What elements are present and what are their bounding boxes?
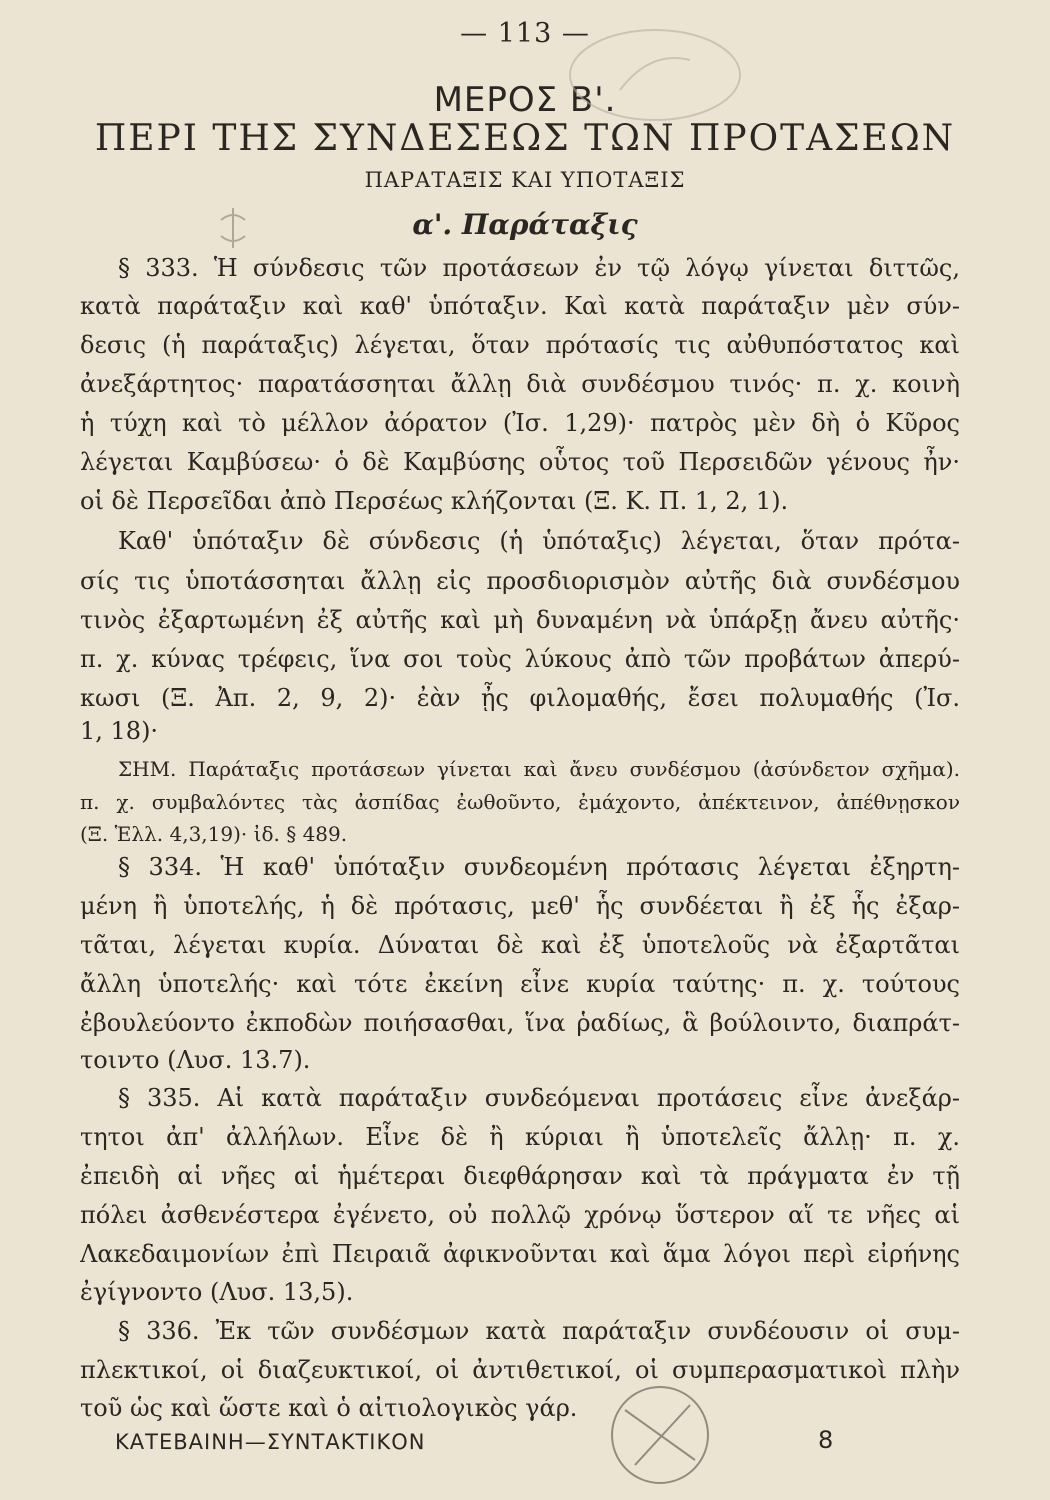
- part-title: ΜΕΡΟΣ Β'.: [433, 80, 617, 120]
- main-title: ΠΕΡΙ ΤΗΣ ΣΥΝΔΕΣΕΩΣ ΤΩΝ ΠΡΟΤΑΣΕΩΝ: [94, 118, 956, 159]
- section-heading: α'. Παράταξις: [412, 208, 638, 241]
- text-line: μένη ἢ ὑποτελής, ἡ δὲ πρότασις, μεθ' ἧς συνδέεται ἢ ἐξ ἧς ἐξαρ-: [80, 892, 960, 920]
- signature-number: 8: [818, 1426, 834, 1454]
- text-line: ἄλλη ὑποτελής· καὶ τότε ἐκείνη εἶνε κυρία ταύτης· π. χ. τούτους: [80, 970, 960, 998]
- text-line: § 336. Ἐκ τῶν συνδέσμων κατὰ παράταξιν συνδέουσιν οἱ συμ-: [118, 1317, 960, 1345]
- text-line: π. χ. κύνας τρέφεις, ἵνα σοι τοὺς λύκους ἀπὸ τῶν προβάτων ἀπερύ-: [80, 645, 960, 673]
- text-line: 1, 18)·: [80, 717, 159, 745]
- text-line: Λακεδαιμονίων ἐπὶ Πειραιᾶ ἀφικνοῦνται καὶ ἅμα λόγοι περὶ εἰρήνης: [80, 1240, 960, 1268]
- text-line: δεσις (ἡ παράταξις) λέγεται, ὅταν πρότασίς τις αὐθυπόστατος καὶ: [80, 331, 960, 359]
- text-line: § 333. Ἡ σύνδεσις τῶν προτάσεων ἐν τῷ λόγῳ γίνεται διττῶς,: [118, 254, 960, 282]
- text-line: τοιντο (Λυσ. 13.7).: [80, 1046, 311, 1074]
- text-line: τᾶται, λέγεται κυρία. Δύναται δὲ καὶ ἐξ ὑποτελοῦς νὰ ἐξαρτᾶται: [80, 931, 960, 959]
- page-number: — 113 —: [460, 18, 590, 49]
- text-line: πλεκτικοί, οἱ διαζευκτικοί, οἱ ἀντιθετικοί, οἱ συμπερασματικοὶ πλὴν: [80, 1356, 960, 1384]
- ornament-icon: [216, 206, 250, 250]
- text-line: ἀνεξάρτητος· παρατάσσηται ἄλλῃ διὰ συνδέσμου τινός· π. χ. κοινὴ: [80, 370, 960, 398]
- subtitle: ΠΑΡΑΤΑΞΙΣ ΚΑΙ ΥΠΟΤΑΞΙΣ: [364, 168, 686, 192]
- text-line: τητοι ἀπ' ἀλλήλων. Εἶνε δὲ ἢ κύριαι ἢ ὑποτελεῖς ἄλλῃ· π. χ.: [80, 1123, 960, 1151]
- text-line: ἐπειδὴ αἱ νῆες αἱ ἡμέτεραι διεφθάρησαν καὶ τὰ πράγματα ἐν τῇ: [80, 1162, 960, 1190]
- text-line: κωσι (Ξ. Ἀπ. 2, 9, 2)· ἐὰν ᾖς φιλομαθής, ἔσει πολυμαθής (Ἰσ.: [80, 684, 960, 712]
- library-stamp-icon: [560, 20, 750, 130]
- text-line: Καθ' ὑπόταξιν δὲ σύνδεσις (ἡ ὑπόταξις) λέγεται, ὅταν πρότα-: [118, 527, 960, 555]
- text-line: κατὰ παράταξιν καὶ καθ' ὑπόταξιν. Καὶ κατὰ παράταξιν μὲν σύν-: [80, 292, 960, 320]
- text-line: § 335. Αἱ κατὰ παράταξιν συνδεόμεναι προτάσεις εἶνε ἀνεξάρ-: [118, 1084, 960, 1112]
- text-line: πόλει ἀσθενέστερα ἐγένετο, οὐ πολλῷ χρόνῳ ὕστερον αἵ τε νῆες αἱ: [80, 1201, 960, 1229]
- text-line: λέγεται Καμβύσεω· ὁ δὲ Καμβύσης οὗτος τοῦ Περσειδῶν γένους ἦν·: [80, 448, 960, 476]
- text-line: § 334. Ἡ καθ' ὑπόταξιν συνδεομένη πρότασις λέγεται ἐξηρτη-: [118, 853, 960, 881]
- text-line: οἱ δὲ Περσεῖδαι ἀπὸ Περσέως κλήζονται (Ξ. Κ. Π. 1, 2, 1).: [80, 487, 789, 515]
- text-line: τινὸς ἐξαρτωμένη ἐξ αὐτῆς καὶ μὴ δυναμένη νὰ ὑπάρξῃ ἄνευ αὐτῆς·: [80, 606, 960, 634]
- note-line: (Ξ. Ἑλλ. 4,3,19)· ἰδ. § 489.: [80, 822, 348, 846]
- text-line: ἐβουλεύοντο ἐκποδὼν ποιήσασθαι, ἵνα ῥαδίως, ἃ βούλοιντο, διαπράτ-: [80, 1009, 960, 1037]
- footer-signature: ΚΑΤΕΒΑΙΝΗ—ΣΥΝΤΑΚΤΙΚΟΝ: [115, 1430, 426, 1454]
- text-line: τοῦ ὡς καὶ ὥστε καὶ ὁ αἰτιολογικὸς γάρ.: [80, 1394, 578, 1422]
- text-line: ἡ τύχη καὶ τὸ μέλλον ἀόρατον (Ἰσ. 1,29)· πατρὸς μὲν δὴ ὁ Κῦρος: [80, 409, 960, 437]
- text-line: σίς τις ὑποτάσσηται ἄλλῃ εἰς προσδιορισμὸν αὐτῆς διὰ συνδέσμου: [80, 567, 960, 595]
- note-line: π. χ. συμβαλόντες τὰς ἀσπίδας ἐωθοῦντο, ἐμάχοντο, ἀπέκτεινον, ἀπέθνῃσκον: [80, 790, 960, 814]
- text-line: ἐγίγνοντο (Λυσ. 13,5).: [80, 1278, 354, 1306]
- note-line: ΣΗΜ. Παράταξις προτάσεων γίνεται καὶ ἄνευ συνδέσμου (ἀσύνδετον σχῆμα).: [118, 757, 960, 781]
